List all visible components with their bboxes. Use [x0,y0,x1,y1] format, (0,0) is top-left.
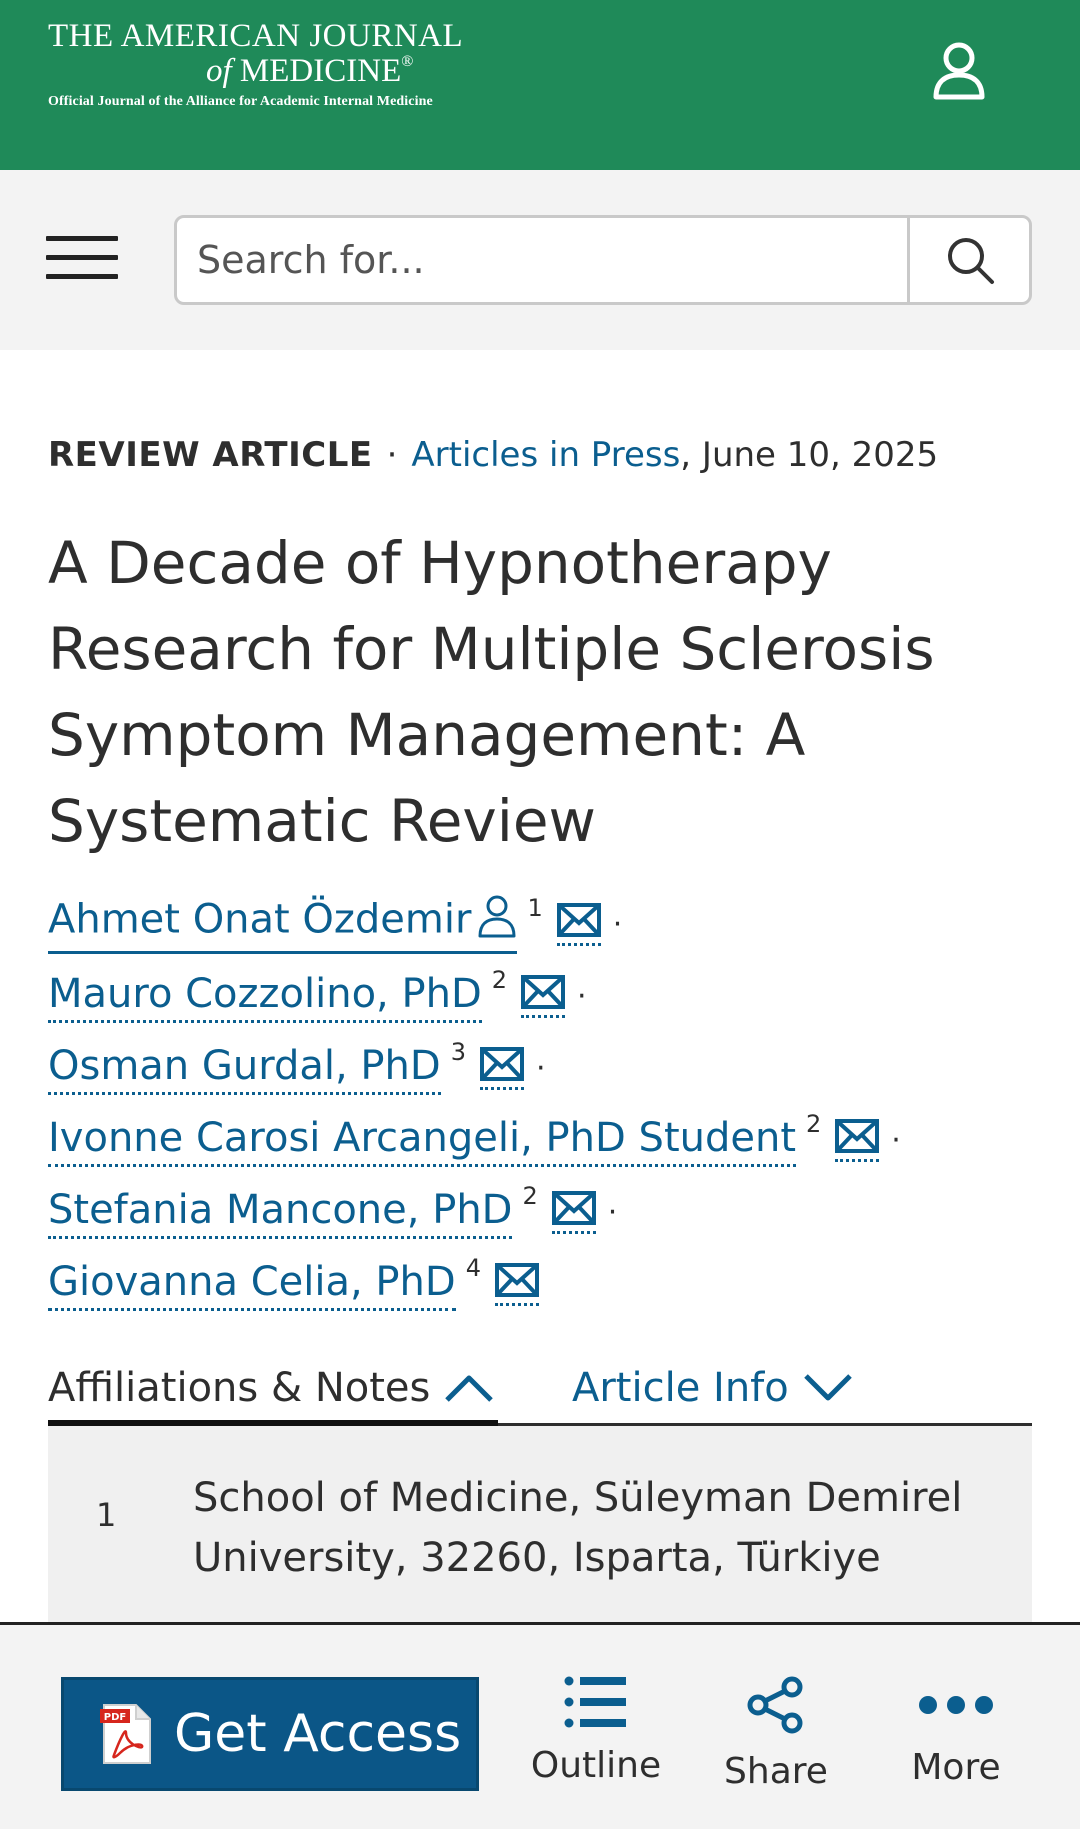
author-name: Ahmet Onat Özdemir [48,896,472,943]
outline-label: Outline [530,1745,662,1786]
author-entry [48,1104,1048,1176]
user-account-button[interactable] [924,36,994,106]
logo-line-1: THE AMERICAN JOURNAL [48,18,464,54]
get-access-label: Get Access [174,1704,462,1764]
author-name-link[interactable]: Stefania Mancone, PhD [48,1186,512,1239]
affiliation-text: School of Medicine, Süleyman Demirel University, 32260, Isparta, Türkiye [193,1475,963,1581]
outline-list-icon [564,1675,628,1729]
author-name-link[interactable]: Osman Gurdal, PhD [48,1042,441,1095]
author-name-link[interactable]: Giovanna Celia, PhD [48,1258,456,1311]
author-affiliation-sup: 2 [806,1110,822,1138]
article-type: REVIEW ARTICLE [48,435,373,475]
author-affiliation-sup: 2 [522,1182,538,1210]
article-tabs [48,1350,1032,1426]
share-icon [746,1675,806,1735]
tab-affiliations-notes[interactable] [48,1350,498,1426]
search-band [0,170,1080,350]
logo-of: of [206,53,232,89]
journal-logo[interactable] [48,18,463,110]
author-entry [48,1176,1048,1248]
author-list [48,888,1048,1320]
chevron-up-icon [444,1373,494,1403]
email-author-button[interactable] [480,1047,524,1090]
share-label: Share [724,1751,828,1792]
email-icon [835,1119,879,1153]
more-label: More [911,1747,1001,1788]
email-author-button[interactable] [552,1191,596,1234]
tab-article-info-label: Article Info [572,1365,789,1411]
tab-article-info[interactable] [572,1350,853,1426]
email-icon [480,1047,524,1081]
journal-header [0,0,1080,170]
email-icon [557,903,601,937]
articles-in-press-link[interactable]: Articles in Press [411,435,681,475]
author-entry [48,960,1048,1032]
author-affiliation-sup: 1 [527,894,543,922]
email-icon [552,1191,596,1225]
menu-bar-icon [46,236,118,241]
tab-affiliations-label: Affiliations & Notes [48,1365,431,1411]
outline-button[interactable] [516,1675,676,1795]
email-author-button[interactable] [835,1119,879,1162]
email-icon [521,975,565,1009]
author-affiliation-sup: 4 [465,1254,481,1282]
corresponding-author-icon [477,894,517,949]
meta-separator: · [386,435,398,475]
email-author-button[interactable] [495,1263,539,1306]
hamburger-menu-button[interactable] [46,222,126,292]
author-separator: · [891,1122,901,1158]
search-box [174,215,1032,305]
author-separator: · [607,1194,618,1230]
more-button[interactable] [876,1675,1036,1795]
share-button[interactable] [696,1675,856,1795]
search-input[interactable] [177,218,907,302]
email-author-button[interactable] [521,975,565,1018]
affiliations-panel [48,1426,1032,1622]
email-author-button[interactable] [557,903,601,946]
search-icon [944,234,996,286]
menu-bar-icon [46,274,118,279]
author-entry [48,1248,1048,1320]
article-title: A Decade of Hypnotherapy Research for Multiple Sclerosis Symptom Management: A Systematic Review [48,529,935,855]
author-entry [48,1032,1048,1104]
author-name-link[interactable]: Mauro Cozzolino, PhD [48,970,482,1023]
affiliation-number: 1 [96,1496,117,1534]
pdf-icon [100,1703,152,1765]
author-name-link[interactable]: Ivonne Carosi Arcangeli, PhD Student [48,1114,796,1167]
author-separator: · [612,906,623,942]
logo-registered: ® [401,53,414,70]
logo-tagline: Official Journal of the Alliance for Academic Internal Medicine [48,94,433,109]
author-affiliation-sup: 3 [450,1038,466,1066]
menu-bar-icon [46,255,118,260]
pdf-badge-text: PDF [103,1712,127,1723]
author-affiliation-sup: 2 [491,966,508,994]
author-entry [48,888,1048,960]
author-separator: · [577,978,587,1014]
chevron-down-icon [803,1373,853,1403]
bottom-action-bar [0,1622,1080,1829]
search-button[interactable] [907,218,1029,302]
author-name-link[interactable] [48,894,517,954]
more-dots-icon [916,1675,996,1731]
user-icon [931,41,987,101]
article-date: , June 10, 2025 [680,435,939,475]
author-separator: · [535,1050,546,1086]
logo-medicine: MEDICINE [239,53,402,89]
logo-line-2 [206,53,463,90]
article-meta [48,435,938,475]
email-icon [495,1263,539,1297]
get-access-button[interactable] [61,1677,479,1791]
